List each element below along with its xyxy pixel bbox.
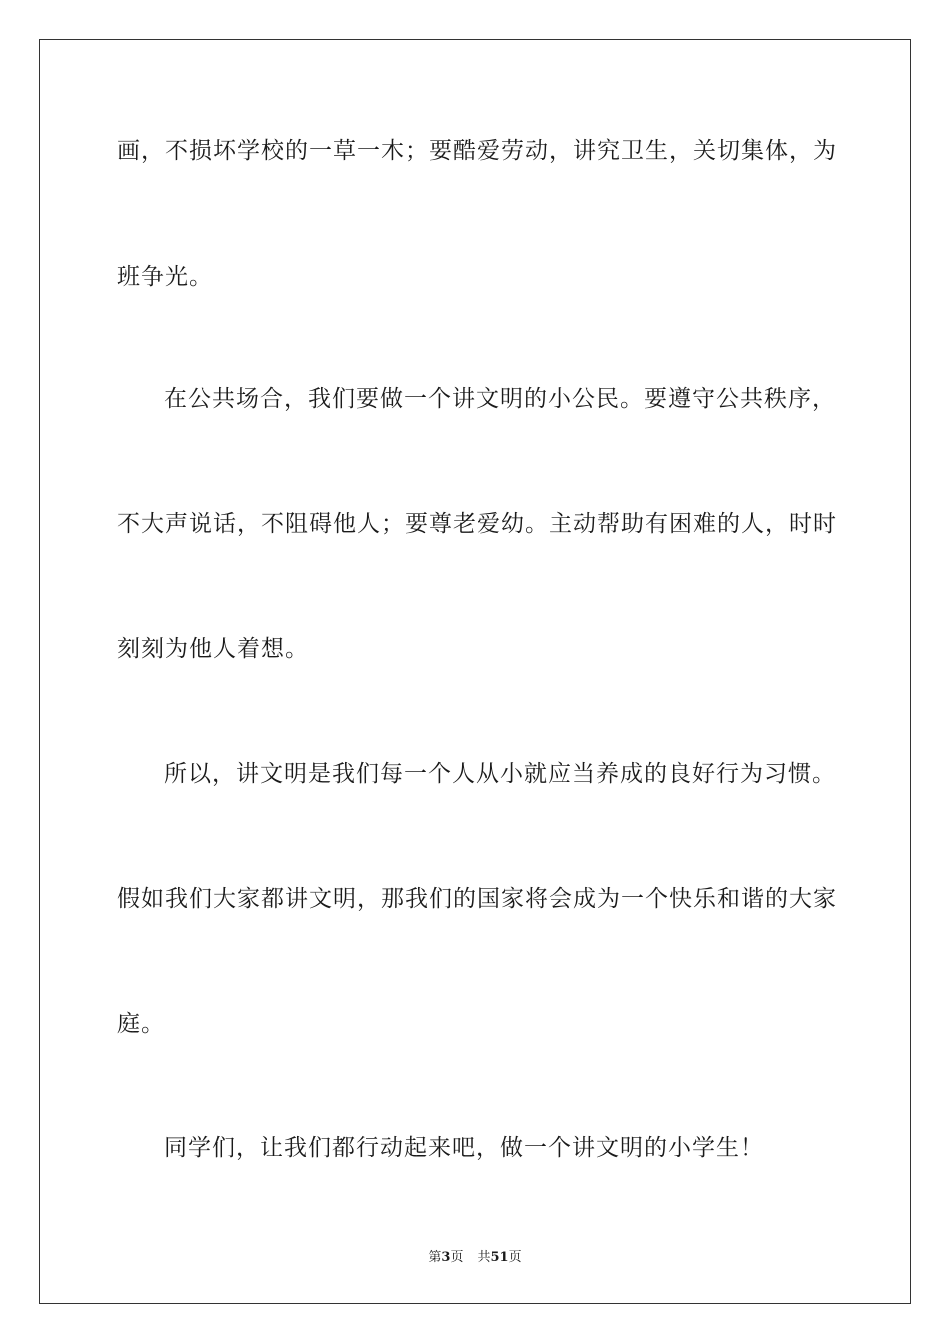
body-text-line-6: 所以，讲文明是我们每一个人从小就应当养成的良好行为习惯。 <box>164 761 836 787</box>
body-text-line-4: 不大声说话，不阻碍他人；要尊老爱幼。主动帮助有困难的人，时时 <box>117 511 837 537</box>
body-text-line-2: 班争光。 <box>117 264 213 290</box>
body-text-line-9: 同学们，让我们都行动起来吧，做一个讲文明的小学生！ <box>164 1135 764 1161</box>
body-text-line-3: 在公共场合，我们要做一个讲文明的小公民。要遵守公共秩序， <box>164 386 836 412</box>
body-text-line-5: 刻刻为他人着想。 <box>117 636 309 662</box>
body-text-line-1: 画，不损坏学校的一草一木；要酷爱劳动，讲究卫生，关切集体，为 <box>117 138 837 164</box>
total-pages: 51 <box>490 1250 509 1265</box>
page-number: 3 <box>441 1250 451 1265</box>
body-text-line-7: 假如我们大家都讲文明，那我们的国家将会成为一个快乐和谐的大家 <box>117 886 837 912</box>
total-suffix: 页 <box>508 1250 522 1265</box>
total-prefix: 共 <box>477 1250 491 1265</box>
page-border <box>39 39 911 1304</box>
page-prefix: 第 <box>428 1250 442 1265</box>
page-suffix: 页 <box>450 1250 464 1265</box>
page-footer <box>0 1250 950 1266</box>
body-text-line-8: 庭。 <box>117 1011 165 1037</box>
